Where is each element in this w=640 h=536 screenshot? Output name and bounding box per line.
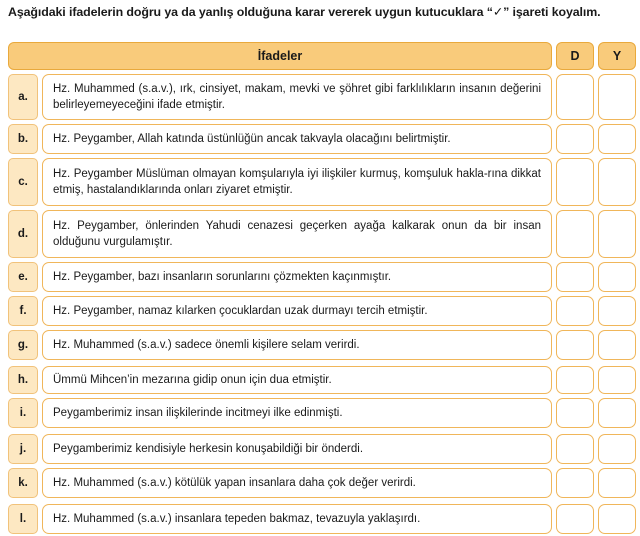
true-checkbox[interactable] [556, 262, 594, 292]
row-letter: g. [8, 330, 38, 360]
statement-text: Hz. Peygamber, bazı insanların sorunlarını çözmekten kaçınmıştır. [53, 271, 392, 283]
statement-row [0, 296, 640, 326]
false-checkbox[interactable] [598, 210, 636, 258]
statement-row [0, 504, 640, 534]
statement-text: Hz. Peygamber, Allah katında üstünlüğün ancak takvayla olacağını belirtmiştir. [53, 133, 451, 145]
true-checkbox[interactable] [556, 504, 594, 534]
false-checkbox[interactable] [598, 468, 636, 498]
statement-row [0, 158, 640, 206]
statement-text-box [42, 262, 552, 292]
statements-column-header: İfadeler [8, 42, 552, 70]
false-checkbox[interactable] [598, 504, 636, 534]
false-checkbox[interactable] [598, 366, 636, 394]
statement-row [0, 210, 640, 258]
false-checkbox[interactable] [598, 398, 636, 428]
statement-text-box [42, 296, 552, 326]
statement-text-box [42, 398, 552, 428]
statement-text-box [42, 434, 552, 464]
statement-row [0, 74, 640, 120]
statement-text: Hz. Muhammed (s.a.v.), ırk, cinsiyet, makam, mevki ve şöhret gibi farklılıkların insanın değerini belirleyemeyeceğini ifade etmiştir. [53, 83, 541, 111]
false-checkbox[interactable] [598, 296, 636, 326]
statement-row [0, 468, 640, 498]
statement-text: Hz. Peygamber, önlerinden Yahudi cenazesi geçerken ayağa kalkarak onun da bir insan olduğunu vurgulamıştır. [53, 220, 541, 248]
true-checkbox[interactable] [556, 434, 594, 464]
row-letter: b. [8, 124, 38, 154]
statement-text: Peygamberimiz kendisiyle herkesin konuşabildiği bir önderdi. [53, 443, 364, 455]
false-checkbox[interactable] [598, 330, 636, 360]
statement-row [0, 124, 640, 154]
statement-text-box [42, 158, 552, 206]
true-checkbox[interactable] [556, 158, 594, 206]
true-checkbox[interactable] [556, 366, 594, 394]
true-checkbox[interactable] [556, 296, 594, 326]
true-checkbox[interactable] [556, 398, 594, 428]
statement-row [0, 262, 640, 292]
statement-text: Hz. Muhammed (s.a.v.) kötülük yapan insanlara daha çok değer verirdi. [53, 477, 416, 489]
row-letter: c. [8, 158, 38, 206]
row-letter: j. [8, 434, 38, 464]
statement-text: Hz. Peygamber Müslüman olmayan komşularıyla iyi ilişkiler kurmuş, komşuluk hakla-rına dikkat etmiş, hastalandıklarında onları ziyaret etmiştir. [53, 168, 541, 196]
instruction-text: Aşağıdaki ifadelerin doğru ya da yanlış olduğuna karar vererek uygun kutucuklara “✓” işareti koyalım. [8, 5, 601, 19]
false-checkbox[interactable] [598, 434, 636, 464]
statement-text-box [42, 330, 552, 360]
true-checkbox[interactable] [556, 74, 594, 120]
statement-text: Hz. Peygamber, namaz kılarken çocuklardan uzak durmayı tercih etmiştir. [53, 305, 428, 317]
true-checkbox[interactable] [556, 330, 594, 360]
true-column-header: D [556, 42, 594, 70]
row-letter: f. [8, 296, 38, 326]
statement-row [0, 434, 640, 464]
row-letter: l. [8, 504, 38, 534]
false-checkbox[interactable] [598, 124, 636, 154]
true-checkbox[interactable] [556, 468, 594, 498]
row-letter: h. [8, 366, 38, 394]
false-checkbox[interactable] [598, 74, 636, 120]
statement-text-box [42, 74, 552, 120]
statement-row [0, 398, 640, 428]
statement-text-box [42, 210, 552, 258]
statement-text: Hz. Muhammed (s.a.v.) sadece önemli kişilere selam verirdi. [53, 339, 360, 351]
false-checkbox[interactable] [598, 158, 636, 206]
false-column-header: Y [598, 42, 636, 70]
true-checkbox[interactable] [556, 210, 594, 258]
false-checkbox[interactable] [598, 262, 636, 292]
statement-row [0, 366, 640, 394]
row-letter: d. [8, 210, 38, 258]
statement-text-box [42, 124, 552, 154]
statement-text-box [42, 366, 552, 394]
statement-text-box [42, 468, 552, 498]
statement-row [0, 330, 640, 360]
row-letter: a. [8, 74, 38, 120]
row-letter: e. [8, 262, 38, 292]
statement-text: Ümmü Mihcen’in mezarına gidip onun için dua etmiştir. [53, 374, 332, 386]
true-checkbox[interactable] [556, 124, 594, 154]
row-letter: k. [8, 468, 38, 498]
statement-text-box [42, 504, 552, 534]
statement-text: Hz. Muhammed (s.a.v.) insanlara tepeden bakmaz, tevazuyla yaklaşırdı. [53, 513, 421, 525]
row-letter: i. [8, 398, 38, 428]
statement-text: Peygamberimiz insan ilişkilerinde incitmeyi ilke edinmişti. [53, 407, 343, 419]
